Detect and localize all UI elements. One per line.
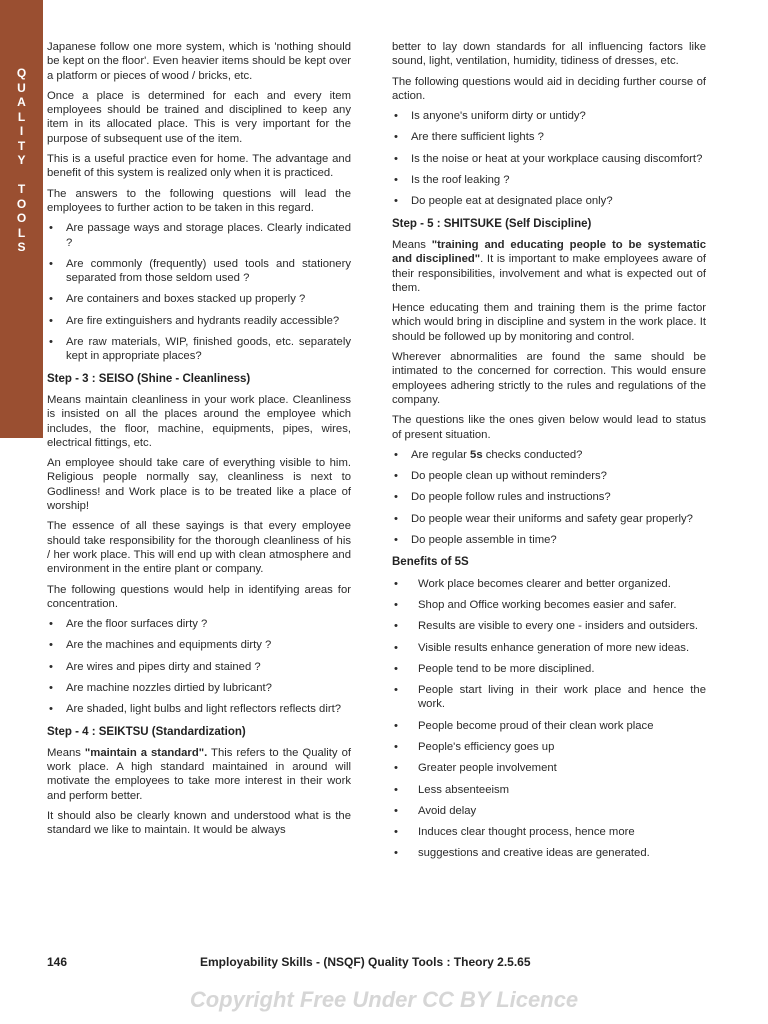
list-item: • Are containers and boxes stacked up properly ? (47, 292, 351, 306)
section-side-tab (0, 0, 43, 438)
benefits-list (392, 577, 706, 861)
list-item: • Do people clean up without reminders? (392, 469, 706, 483)
right-column (392, 40, 706, 868)
list-item: • Work place becomes clearer and better organized. (392, 577, 706, 591)
page-number: 146 (47, 955, 68, 969)
list-item: • Are raw materials, WIP, finished goods, etc. separately kept in appropriate places? (47, 335, 351, 364)
paragraph: The answers to the following questions will lead the employees to further action to be taken in this regard. (47, 187, 351, 214)
list-item: • Less absenteeism (392, 783, 706, 797)
copyright-watermark: Copyright Free Under CC BY Licence (189, 987, 579, 1012)
text-run: Are regular (411, 448, 471, 461)
list-item: • People become proud of their clean work place (392, 719, 706, 733)
left-column (47, 40, 351, 844)
paragraph: Hence educating them and training them is the prime factor which would bring in discipline and system in the work place. It should be followed up by monitoring and control. (392, 302, 706, 343)
list-item: • Do people eat at designated place only? (392, 194, 706, 208)
list-item: • Are the machines and equipments dirty ? (47, 638, 351, 652)
paragraph (47, 746, 351, 803)
list-item: • Are fire extinguishers and hydrants readily accessible? (47, 314, 351, 328)
list-item: • Are there sufficient lights ? (392, 130, 706, 144)
question-list (47, 221, 351, 363)
list-item: • Are wires and pipes dirty and stained ? (47, 660, 351, 674)
list-item: • Greater people involvement (392, 761, 706, 775)
paragraph: The essence of all these sayings is that every employee should take responsibility for the thorough cleanliness of his / her work place. This will end up with clean atmosphere and environment in the entire plant or company. (47, 520, 351, 576)
question-list (392, 448, 706, 547)
paragraph: The questions like the ones given below would lead to status of present situation. (392, 414, 706, 441)
list-item: • People start living in their work place and hence the work. (392, 683, 706, 712)
list-item: • People tend to be more disciplined. (392, 662, 706, 676)
emphasis-text: 5s (470, 448, 483, 461)
benefits-heading: Benefits of 5S (392, 556, 469, 569)
list-item: • Induces clear thought process, hence more (392, 825, 706, 839)
paragraph: This is a useful practice even for home. The advantage and benefit of this system is realized only when it is practiced. (47, 153, 351, 180)
list-item: • Avoid delay (392, 804, 706, 818)
paragraph (392, 238, 706, 295)
list-item: • Are commonly (frequently) used tools and stationery separated from those seldom used ? (47, 257, 351, 286)
list-item: • Are shaded, light bulbs and light reflectors reflects dirt? (47, 702, 351, 716)
list-item: • Are passage ways and storage places. Clearly indicated ? (47, 221, 351, 250)
paragraph: It should also be clearly known and understood what is the standard we like to maintain. It would be always (47, 810, 351, 837)
text-run: Means (47, 746, 85, 759)
list-item: • Shop and Office working becomes easier and safer. (392, 598, 706, 612)
question-list (392, 109, 706, 208)
step4-heading: Step - 4 : SEIKTSU (Standardization) (47, 725, 246, 738)
paragraph: The following questions would help in identifying areas for concentration. (47, 583, 351, 610)
footer-title: Employability Skills - (NSQF) Quality Tools : Theory 2.5.65 (200, 955, 531, 969)
list-item (392, 448, 706, 462)
step5-heading: Step - 5 : SHITSUKE (Self Discipline) (392, 217, 592, 230)
paragraph: Japanese follow one more system, which is 'nothing should be kept on the floor'. Even heavier items should be kept over a platform or pieces of wood / bricks, etc. (47, 41, 351, 82)
text-run: . It is important to make employees aware of their responsibilities, involvement and what is expected out of them. (392, 253, 706, 294)
list-item: • suggestions and creative ideas are generated. (392, 846, 706, 860)
list-item: • Results are visible to every one - insiders and outsiders. (392, 619, 706, 633)
list-item: • Do people follow rules and instructions? (392, 490, 706, 504)
list-item: • Visible results enhance generation of more new ideas. (392, 641, 706, 655)
list-item: • Do people wear their uniforms and safety gear properly? (392, 512, 706, 526)
paragraph: The following questions would aid in deciding further course of action. (392, 75, 706, 102)
paragraph: Wherever abnormalities are found the same should be intimated to the concerned for correction. This would ensure employees adhering strictly to the rules and regulations of the company. (392, 351, 706, 406)
section-tab-label: Q U A L I T Y T O O L S (16, 66, 27, 254)
list-item: • Do people assemble in time? (392, 533, 706, 547)
paragraph: Means maintain cleanliness in your work place. Cleanliness is insisted on all the places around the employee which includes, the floor, machine, equipments, pipes, wires, electrical fittings, etc. (47, 393, 351, 449)
text-run: checks conducted? (482, 448, 583, 461)
question-list (47, 617, 351, 716)
paragraph: An employee should take care of everything visible to him. Religious people normally say, cleanliness is next to Godliness! and Work place is to be treated like a place of worship! (47, 457, 351, 513)
list-item: • People's efficiency goes up (392, 740, 706, 754)
paragraph: better to lay down standards for all influencing factors like sound, light, ventilation, humidity, tidiness of dresses, etc. (392, 41, 706, 68)
paragraph: Once a place is determined for each and every item employees should be trained and disciplined to keep any item in its allocated place. This is very important for the purpose of subsequent use of the item. (47, 89, 351, 145)
text-run: This refers to the Quality of work place. A high standard maintained in around will motivate the employees to take more interest in their work and perform better. (47, 746, 351, 802)
list-item: • Are the floor surfaces dirty ? (47, 617, 351, 631)
list-item: • Are machine nozzles dirtied by lubricant? (47, 681, 351, 695)
text-run: Means (392, 238, 432, 251)
list-item: • Is the roof leaking ? (392, 173, 706, 187)
emphasis-text: "maintain a standard". (84, 746, 208, 759)
list-item: • Is the noise or heat at your workplace causing discomfort? (392, 152, 706, 166)
list-item: • Is anyone's uniform dirty or untidy? (392, 109, 706, 123)
step3-heading: Step - 3 : SEISO (Shine - Cleanliness) (47, 372, 251, 385)
emphasis-text: "training and educating people to be systematic and disciplined" (392, 238, 706, 266)
